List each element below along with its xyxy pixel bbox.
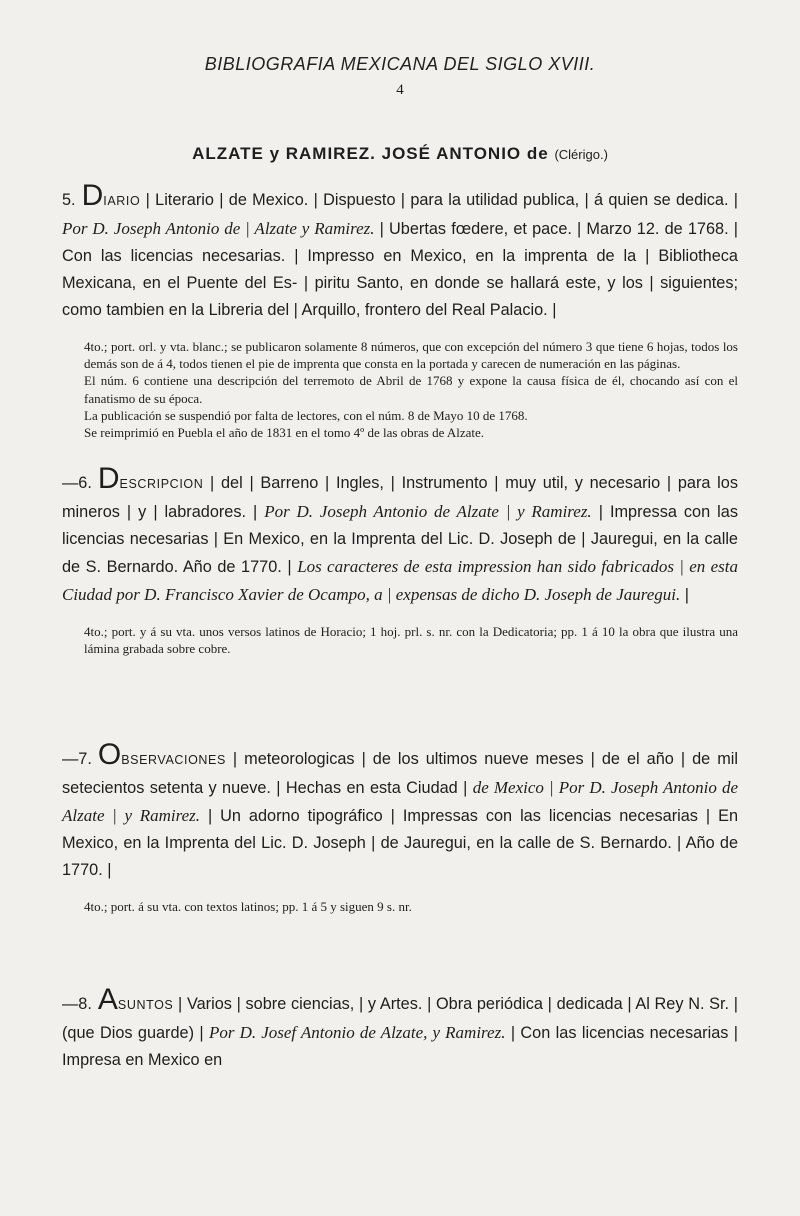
title-italic: Por D. Joseph Antonio de | Alzate y Ramirez. [62,219,375,238]
drop-initial: O [97,738,122,771]
title-text: | meteorologicas | de los ultimos nueve meses | de el año | de mil setecientos setenta y nueve. | Hechas en esta Ciudad | [62,750,738,797]
entry-number: —6. [62,474,92,492]
title-text: | Con las licencias necesarias | Impresa en Mexico en [62,1024,738,1069]
title-text: | Ubertas fœdere, et pace. | Marzo 12. de 1768. | Con las licencias necesarias. | Impresso en Mexico, en la imprenta de la | Bibliotheca Mexicana, en el Puente del Es- | piritu Santo, en donde se hallará este, y los | siguientes; como tambien en la Libreria del | Arquillo, frontero del Real Palacio. | [62,220,738,319]
note-paragraph: La publicación se suspendió por falta de lectores, con el núm. 8 de Mayo 10 de 1768. [84,407,528,423]
entry-title [62,983,738,1074]
title-caps: IARIO [103,194,141,208]
title-text: | Impressa con las licencias necesarias | En Mexico, en la Imprenta del Lic. D. Joseph de | Jauregui, en la calle de S. Bernardo. Año de 1770. | [62,503,738,576]
bibliography-entry [62,738,738,915]
note-paragraph: 4to.; port. y á su vta. unos versos latinos de Horacio; 1 hoj. prl. s. nr. con la Dedicatoria; pp. 1 á 10 la obra que ilustra una lámina grabada sobre cobre. [84,624,738,657]
running-title: BIBLIOGRAFIA MEXICANA DEL SIGLO XVIII. [204,54,596,74]
author-role: (Clérigo.) [554,147,608,162]
drop-initial: D [81,179,104,212]
title-italic: Por D. Josef Antonio de Alzate, y Ramirez. [208,1023,506,1042]
entry-number: —8. [62,995,92,1013]
title-caps: BSERVACIONES [121,753,226,767]
title-text: | Varios | sobre ciencias, | y Artes. | Obra periódica | dedicada | Al Rey N. Sr. | (que Dios guarde) | [62,995,738,1042]
title-text: | Un adorno tipográfico | Impressas con las licencias necesarias | En Mexico, en la Imprenta del Lic. D. Joseph | de Jauregui, en la calle de S. Bernardo. | Año de 1770. | [62,807,738,879]
title-italic: de Mexico | Por D. Joseph Antonio de Alzate | y Ramirez. [62,778,738,825]
bibliography-entry [62,462,738,657]
title-text: | [680,586,690,604]
bibliography-entry [62,179,738,441]
entry-note [84,338,738,441]
title-text: | del | Barreno | Ingles, | Instrumento | muy util, y necesario | para los mineros | y | labradores. | [62,474,738,521]
note-paragraph: 4to.; port. á su vta. con textos latinos; pp. 1 á 5 y siguen 9 s. nr. [84,899,412,914]
drop-initial: D [97,462,120,495]
title-caps: ESCRIPCION [119,477,204,491]
note-paragraph: El núm. 6 contiene una descripción del terremoto de Abril de 1768 y expone la causa física de él, chocando así con el fanatismo de su época. [84,373,738,406]
entry-title [62,179,738,324]
note-paragraph: 4to.; port. orl. y vta. blanc.; se publicaron solamente 8 números, que con excepción del número 3 que tiene 6 hojas, todos los demás son de á 4, todos tienen el pie de imprenta que consta en la portada y carecen de numeración en las páginas. [84,339,738,372]
entry-note [84,898,738,915]
author-heading [0,144,800,164]
drop-initial: A [97,983,118,1016]
title-italic: Por D. Joseph Antonio de Alzate | y Ramirez. [264,502,592,521]
page-number: 4 [396,82,404,98]
entry-title [62,738,738,884]
entry-number: —7. [62,750,92,768]
entry-note [84,623,738,657]
title-italic: Los caracteres de esta impression han sido fabricados | en esta Ciudad por D. Francisco Xavier de Ocampo, a | expensas de dicho D. Joseph de Jauregui. [62,557,738,604]
note-paragraph: Se reimprimió en Puebla el año de 1831 en el tomo 4º de las obras de Alzate. [84,425,485,441]
title-text: | Literario | de Mexico. | Dispuesto | para la utilidad publica, | á quien se dedica. | [140,191,738,209]
author-name: ALZATE y RAMIREZ. JOSÉ ANTONIO de [192,144,549,163]
bibliography-entry [62,983,738,1074]
title-caps: SUNTOS [117,998,174,1012]
entry-title [62,462,738,609]
entry-number: 5. [62,191,76,209]
